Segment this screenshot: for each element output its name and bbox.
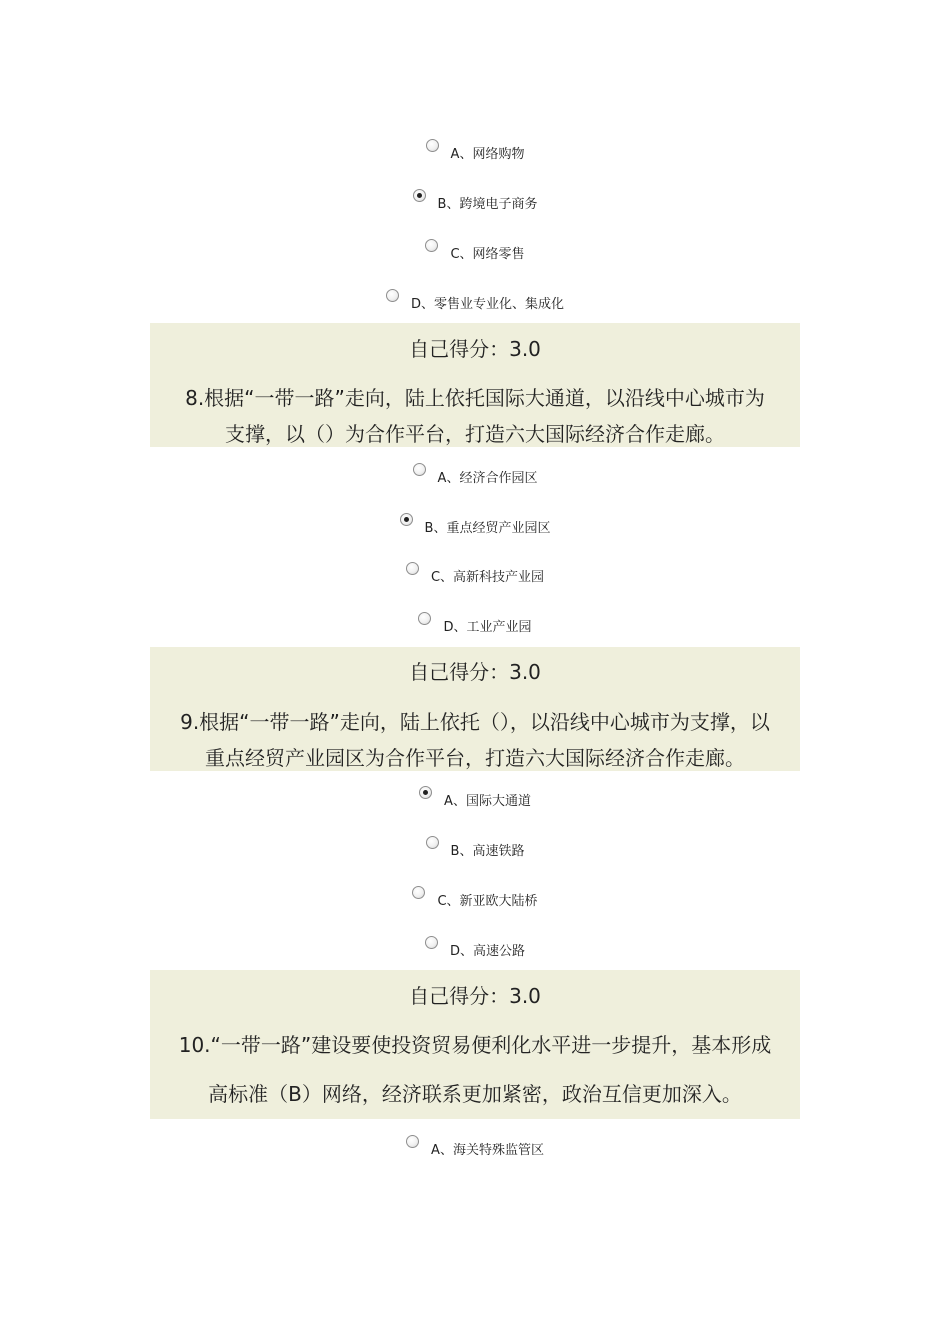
- option-label: D、零售业专业化、集成化: [410, 297, 564, 312]
- radio-button[interactable]: [412, 886, 425, 899]
- question-text-line1: 9.根据“一带一路”走向，陆上依托（），以沿线中心城市为支撑，以: [180, 710, 770, 734]
- question-text-line2: 支撑，以（）为合作平台，打造六大国际经济合作走廊。: [225, 422, 725, 446]
- option-label: A、海关特殊监管区: [431, 1143, 544, 1158]
- question-text-line1: 8.根据“一带一路”走向，陆上依托国际大通道，以沿线中心城市为: [185, 386, 765, 410]
- option-label: D、高速公路: [449, 944, 525, 959]
- radio-button[interactable]: [426, 836, 439, 849]
- option-label: B、跨境电子商务: [437, 197, 538, 212]
- option-q8-c[interactable]: [0, 558, 950, 586]
- option-label: B、重点经贸产业园区: [424, 521, 551, 536]
- radio-button[interactable]: [406, 562, 419, 575]
- option-label: D、工业产业园: [443, 620, 532, 635]
- option-q9-b[interactable]: [0, 832, 950, 860]
- radio-button[interactable]: [426, 139, 439, 152]
- option-q8-a[interactable]: [0, 459, 950, 487]
- radio-button[interactable]: [406, 1135, 419, 1148]
- option-label: B、高速铁路: [450, 844, 525, 859]
- option-q9-d[interactable]: [0, 932, 950, 960]
- option-q7-d[interactable]: [0, 285, 950, 313]
- option-label: A、经济合作园区: [437, 471, 538, 486]
- radio-button[interactable]: [425, 239, 438, 252]
- score-text: 自己得分：3.0: [409, 337, 541, 361]
- option-q8-d[interactable]: [0, 608, 950, 636]
- radio-button-selected[interactable]: [419, 786, 432, 799]
- option-label: C、网络零售: [450, 247, 525, 262]
- option-label: A、网络购物: [450, 147, 525, 162]
- question-text-line1: 10.“一带一路”建设要使投资贸易便利化水平进一步提升，基本形成: [178, 1033, 772, 1057]
- option-q7-a[interactable]: [0, 135, 950, 163]
- question-block-10: [150, 970, 800, 1119]
- option-q7-b[interactable]: [0, 185, 950, 213]
- option-q7-c[interactable]: [0, 235, 950, 263]
- radio-button-selected[interactable]: [413, 189, 426, 202]
- question-block-8: [150, 323, 800, 447]
- radio-button[interactable]: [413, 463, 426, 476]
- radio-button[interactable]: [386, 289, 399, 302]
- radio-button-selected[interactable]: [400, 513, 413, 526]
- option-label: C、新亚欧大陆桥: [437, 894, 538, 909]
- option-label: A、国际大通道: [444, 794, 531, 809]
- score-text: 自己得分：3.0: [409, 660, 541, 684]
- score-text: 自己得分：3.0: [409, 984, 541, 1008]
- option-q8-b[interactable]: [0, 509, 950, 537]
- option-q9-a[interactable]: [0, 782, 950, 810]
- radio-button[interactable]: [425, 936, 438, 949]
- option-q9-c[interactable]: [0, 882, 950, 910]
- radio-button[interactable]: [418, 612, 431, 625]
- question-block-9: [150, 647, 800, 771]
- option-q10-a[interactable]: [0, 1131, 950, 1159]
- question-text-line2: 高标准（B）网络，经济联系更加紧密，政治互信更加深入。: [208, 1082, 742, 1106]
- option-label: C、高新科技产业园: [430, 570, 545, 585]
- question-text-line2: 重点经贸产业园区为合作平台，打造六大国际经济合作走廊。: [205, 746, 745, 770]
